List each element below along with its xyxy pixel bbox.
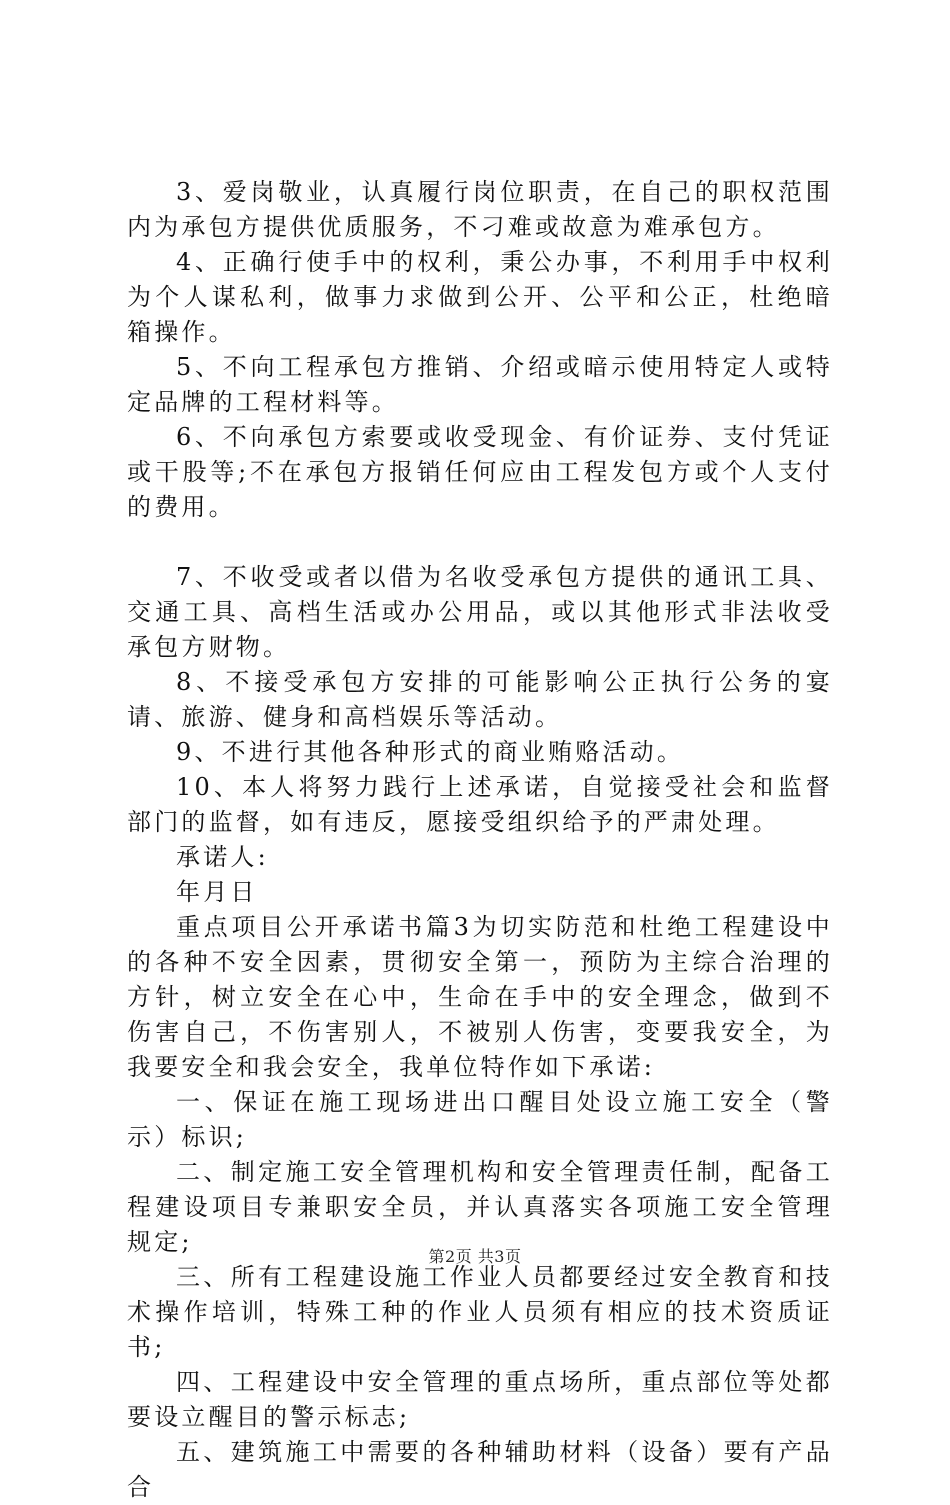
paragraph-item-9: 9、不进行其他各种形式的商业贿赂活动。 bbox=[176, 738, 685, 766]
paragraph-item-6: 6、不向承包方索要或收受现金、有价证券、支付凭证或干股等;不在承包方报销任何应由工程发包方或个人支付的费用。 bbox=[127, 423, 833, 521]
safety-item-3: 三、所有工程建设施工作业人员都要经过安全教育和技术操作培训，特殊工种的作业人员须有相应的技术资质证书; bbox=[127, 1263, 833, 1361]
paragraph-item-7: 7、不收受或者以借为名收受承包方提供的通讯工具、交通工具、高档生活或办公用品，或以其他形式非法收受承包方财物。 bbox=[127, 563, 833, 661]
safety-item-1: 一、保证在施工现场进出口醒目处设立施工安全（警示）标识; bbox=[127, 1088, 833, 1151]
safety-commitment-intro: 重点项目公开承诺书篇3为切实防范和杜绝工程建设中的各种不安全因素，贯彻安全第一，预防为主综合治理的方针，树立安全在心中，生命在手中的安全理念，做到不伤害自己，不伤害别人，不被别人伤害，变要我安全，为我要安全和我会安全，我单位特作如下承诺: bbox=[127, 913, 833, 1081]
signatory-label: 承诺人: bbox=[176, 843, 269, 871]
paragraph-item-5: 5、不向工程承包方推销、介绍或暗示使用特定人或特定品牌的工程材料等。 bbox=[127, 353, 833, 416]
safety-item-2: 二、制定施工安全管理机构和安全管理责任制，配备工程建设项目专兼职安全员，并认真落实各项施工安全管理规定; bbox=[127, 1158, 833, 1256]
date-label: 年月日 bbox=[176, 878, 258, 906]
paragraph-item-3: 3、爱岗敬业，认真履行岗位职责，在自己的职权范围内为承包方提供优质服务，不刁难或故意为难承包方。 bbox=[127, 178, 833, 241]
paragraph-item-8: 8、不接受承包方安排的可能影响公正执行公务的宴请、旅游、健身和高档娱乐等活动。 bbox=[127, 668, 833, 731]
safety-item-4: 四、工程建设中安全管理的重点场所，重点部位等处都要设立醒目的警示标志; bbox=[127, 1368, 833, 1431]
safety-item-5: 五、建筑施工中需要的各种辅助材料（设备）要有产品合 bbox=[127, 1438, 833, 1501]
document-body bbox=[127, 175, 833, 1505]
paragraph-item-4: 4、正确行使手中的权利，秉公办事，不利用手中权利为个人谋私利，做事力求做到公开、公平和公正，杜绝暗箱操作。 bbox=[127, 248, 833, 346]
page-number-footer: 第2页 共3页 bbox=[428, 1247, 522, 1266]
paragraph-item-10: 10、本人将努力践行上述承诺，自觉接受社会和监督部门的监督，如有违反，愿接受组织给予的严肃处理。 bbox=[127, 773, 833, 836]
